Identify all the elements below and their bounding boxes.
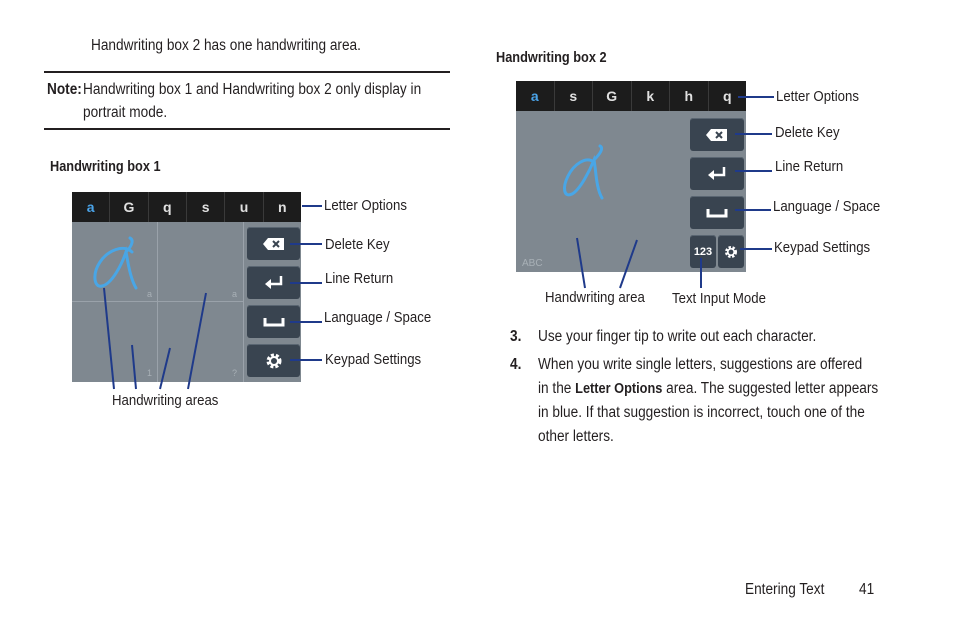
space-icon (263, 317, 285, 327)
box2-label-language-space: Language / Space (773, 198, 881, 215)
box2-label-line-return: Line Return (775, 158, 844, 175)
box2-letter-option[interactable]: s (555, 81, 594, 111)
box1-callout-line (290, 359, 322, 361)
note-line-2: portrait mode. (83, 104, 168, 121)
enter-icon (706, 166, 728, 182)
box1-label-delete-key: Delete Key (325, 236, 390, 253)
box1-callout-line (290, 321, 322, 323)
intro-text: Handwriting box 2 has one handwriting area. (91, 37, 361, 54)
box1-cell-mark: 1 (147, 368, 153, 378)
box1-label-language-space: Language / Space (324, 309, 432, 326)
note-label: Note: (47, 81, 82, 98)
box1-letter-option[interactable]: G (110, 192, 148, 222)
box1-cell-mark: ? (232, 368, 238, 378)
box2-letter-option[interactable]: k (632, 81, 671, 111)
step-3-text: Use your finger tip to write out each character. (538, 328, 817, 345)
box1-letter-option[interactable]: n (278, 199, 287, 215)
box1-letter-options-bar (72, 192, 301, 222)
step-4-text: in the (538, 380, 576, 397)
box2-letter-option[interactable]: h (670, 81, 709, 111)
box2-text-input-mode-key[interactable]: 123 (690, 235, 716, 268)
box1-callout-line (302, 205, 322, 207)
box1-label-line-return: Line Return (325, 270, 394, 287)
box1-letter-option[interactable]: u (225, 192, 263, 222)
box2-settings-key[interactable] (718, 235, 744, 268)
gear-icon (723, 244, 739, 260)
box2-callout-line (735, 170, 772, 172)
box2-heading: Handwriting box 2 (496, 50, 607, 66)
box2-letter-option[interactable]: G (593, 81, 632, 111)
step-4-text: area. The suggested letter appears (662, 380, 879, 397)
step-4-number: 4. (510, 356, 522, 373)
box2-abc-mark: ABC (522, 258, 543, 269)
box1-cell-mark: a (147, 289, 153, 299)
step-4-line-1: When you write single letters, suggestions are offered (538, 356, 863, 373)
box2-letter-options-bar (516, 81, 746, 111)
note-bottom-rule (44, 128, 450, 130)
box1-grid-divider (243, 222, 244, 382)
box2-label-letter-options: Letter Options (776, 88, 859, 105)
box1-letter-option[interactable]: s (187, 192, 225, 222)
box2-handwritten-stroke (550, 140, 620, 210)
note-line-1: Handwriting box 1 and Handwriting box 2 only display in (83, 81, 422, 98)
box2-callout-line (740, 248, 772, 250)
footer-page-number: 41 (859, 581, 875, 598)
box2-letter-option[interactable]: q (722, 88, 732, 104)
backspace-icon (705, 128, 729, 142)
box2-letter-option[interactable]: a (516, 81, 555, 111)
box1-callout-line (290, 243, 322, 245)
box1-label-handwriting-areas: Handwriting areas (112, 392, 219, 409)
box1-letter-option[interactable]: a (72, 192, 110, 222)
gear-icon (264, 351, 284, 371)
box2-area-pointers (570, 236, 710, 292)
step-4-letter-options-term: Letter Options (575, 381, 663, 397)
step-4-line-4: other letters. (538, 428, 614, 445)
box2-callout-line (735, 133, 772, 135)
footer-section: Entering Text (745, 581, 825, 598)
step-4-line-3: in blue. If that suggestion is incorrect, touch one of the (538, 404, 865, 421)
box1-label-keypad-settings: Keypad Settings (325, 351, 422, 368)
step-4-line-2 (538, 379, 878, 399)
space-icon (706, 208, 728, 218)
box2-space-key[interactable] (690, 196, 744, 229)
backspace-icon (262, 237, 286, 251)
box1-heading: Handwriting box 1 (50, 159, 161, 175)
note-top-rule (44, 71, 450, 73)
box2-label-text-input-mode: Text Input Mode (672, 290, 766, 307)
box2-line-return-key[interactable] (690, 157, 744, 190)
box2-label-handwriting-area: Handwriting area (545, 289, 645, 306)
step-3-number: 3. (510, 328, 522, 345)
box1-area-pointers (100, 285, 220, 395)
box2-callout-line (738, 96, 774, 98)
box1-label-letter-options: Letter Options (324, 197, 407, 214)
box1-callout-line (290, 282, 322, 284)
enter-icon (263, 275, 285, 291)
box1-letter-option[interactable]: q (149, 192, 187, 222)
box2-label-keypad-settings: Keypad Settings (774, 239, 871, 256)
box1-cell-mark: a (232, 289, 238, 299)
box2-callout-line (735, 209, 771, 211)
box2-label-delete-key: Delete Key (775, 124, 840, 141)
